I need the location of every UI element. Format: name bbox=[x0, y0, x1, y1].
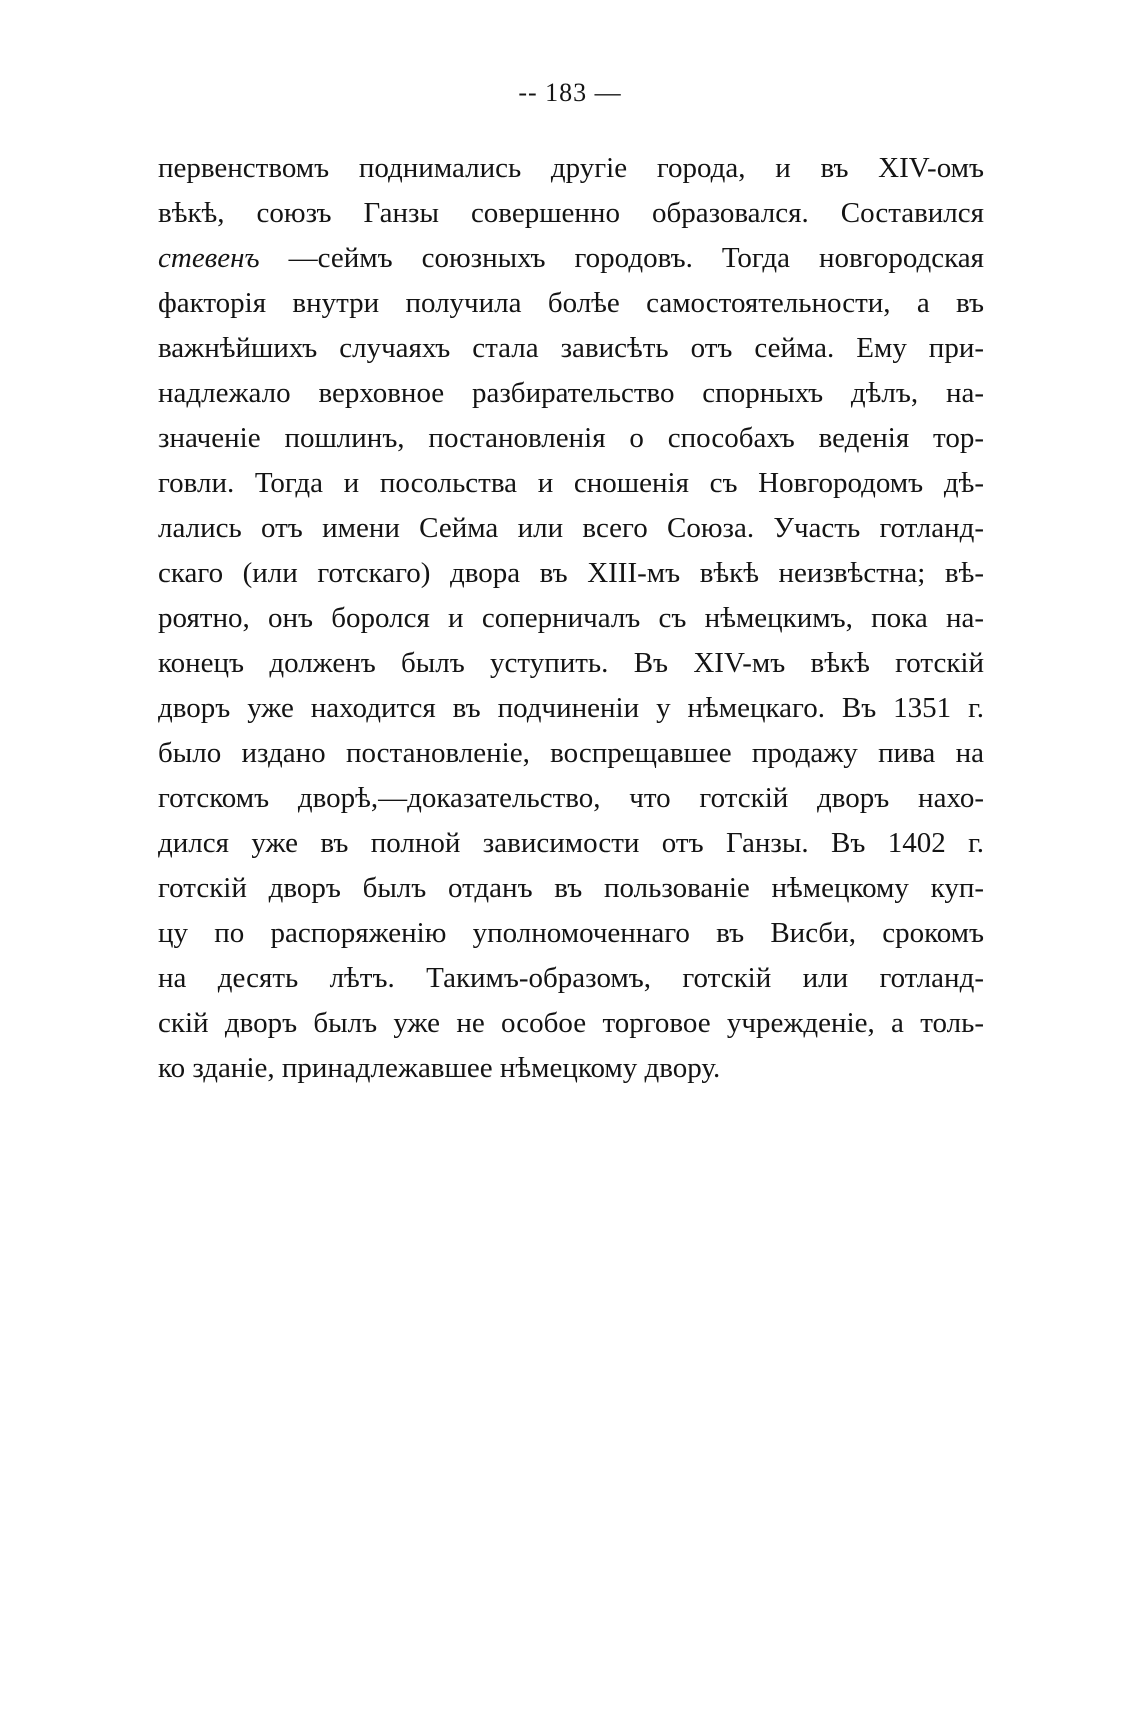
text-line-18: цу по распоряженію уполномоченнаго въ Висби, срокомъ bbox=[158, 917, 984, 949]
text-line-6: надлежало верховное разбирательство спорныхъ дѣлъ, на- bbox=[158, 377, 984, 409]
text-line-14: было издано постановленіе, воспрещавшее продажу пива на bbox=[158, 737, 984, 769]
text-line-20: скій дворъ былъ уже не особое торговое учрежденіе, а толь- bbox=[158, 1007, 984, 1039]
text-line-8: говли. Тогда и посольства и сношенія съ Новгородомъ дѣ- bbox=[158, 467, 984, 499]
italic-term: стевенъ bbox=[158, 242, 260, 274]
text-line-21: ко зданіе, принадлежавшее нѣмецкому двору. bbox=[158, 1052, 721, 1084]
text-line-11: роятно, онъ боролся и соперничалъ съ нѣмецкимъ, пока на- bbox=[158, 602, 984, 634]
text-line-16: дился уже въ полной зависимости отъ Ганзы. Въ 1402 г. bbox=[158, 827, 984, 859]
text-line-19: на десять лѣтъ. Такимъ-образомъ, готскій или готланд- bbox=[158, 962, 984, 994]
text-line-3 bbox=[158, 236, 984, 281]
text-line-2: вѣкѣ, союзъ Ганзы совершенно образовался. Составился bbox=[158, 197, 984, 229]
text-line-17: готскій дворъ былъ отданъ въ пользованіе нѣмецкому куп- bbox=[158, 872, 984, 904]
text-line-1: первенствомъ поднимались другіе города, и въ XIV-омъ bbox=[158, 152, 984, 184]
text-line-10: скаго (или готскаго) двора въ XIII-мъ вѣкѣ неизвѣстна; вѣ- bbox=[158, 557, 984, 589]
text-line-13: дворъ уже находится въ подчиненіи у нѣмецкаго. Въ 1351 г. bbox=[158, 692, 984, 724]
text-line-9: лались отъ имени Сейма или всего Союза. Участь готланд- bbox=[158, 512, 984, 544]
text-line-12: конецъ долженъ былъ уступить. Въ XIV-мъ вѣкѣ готскій bbox=[158, 647, 984, 679]
page-number: -- 183 — bbox=[518, 78, 622, 107]
text-line-5: важнѣйшихъ случаяхъ стала зависѣть отъ сейма. Ему при- bbox=[158, 332, 984, 364]
text-line-7: значеніе пошлинъ, постановленія о способахъ веденія тор- bbox=[158, 422, 984, 454]
body-text bbox=[158, 146, 984, 1091]
text-line-15: готскомъ дворѣ,—доказательство, что готскій дворъ нахо- bbox=[158, 782, 984, 814]
text-line-4: факторія внутри получила болѣе самостоятельности, а въ bbox=[158, 287, 984, 319]
text-line-3-rest: —сеймъ союзныхъ городовъ. Тогда новгородская bbox=[288, 242, 985, 274]
